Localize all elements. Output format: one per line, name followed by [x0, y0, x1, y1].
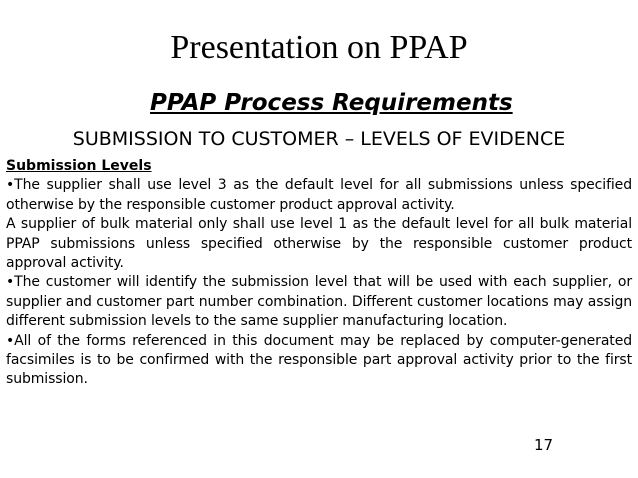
page-number: 17: [534, 436, 554, 454]
paragraph-forms: •All of the forms referenced in this document may be replaced by computer-generated facsimiles is to be confirmed with the responsible part approval activity prior to the first submission.: [6, 332, 632, 388]
slide-subtitle: PPAP Process Requirements: [150, 90, 513, 116]
paragraph-bulk-material: A supplier of bulk material only shall use level 1 as the default level for all bulk material PPAP submissions unless specified otherwise by the responsible customer product approval activity.: [6, 216, 632, 272]
body-text: [6, 157, 632, 390]
section-header: SUBMISSION TO CUSTOMER – LEVELS OF EVIDENCE: [72, 128, 566, 150]
submission-levels-heading: Submission Levels: [6, 158, 152, 174]
paragraph-customer-identify: •The customer will identify the submission level that will be used with each supplier, or supplier and customer part number combination. Different customer locations may assign different submission levels to the same supplier manufacturing location.: [6, 274, 632, 330]
slide-title: Presentation on PPAP: [170, 29, 468, 66]
paragraph-default-level: •The supplier shall use level 3 as the default level for all submissions unless specified otherwise by the responsible customer product approval activity.: [6, 177, 632, 213]
